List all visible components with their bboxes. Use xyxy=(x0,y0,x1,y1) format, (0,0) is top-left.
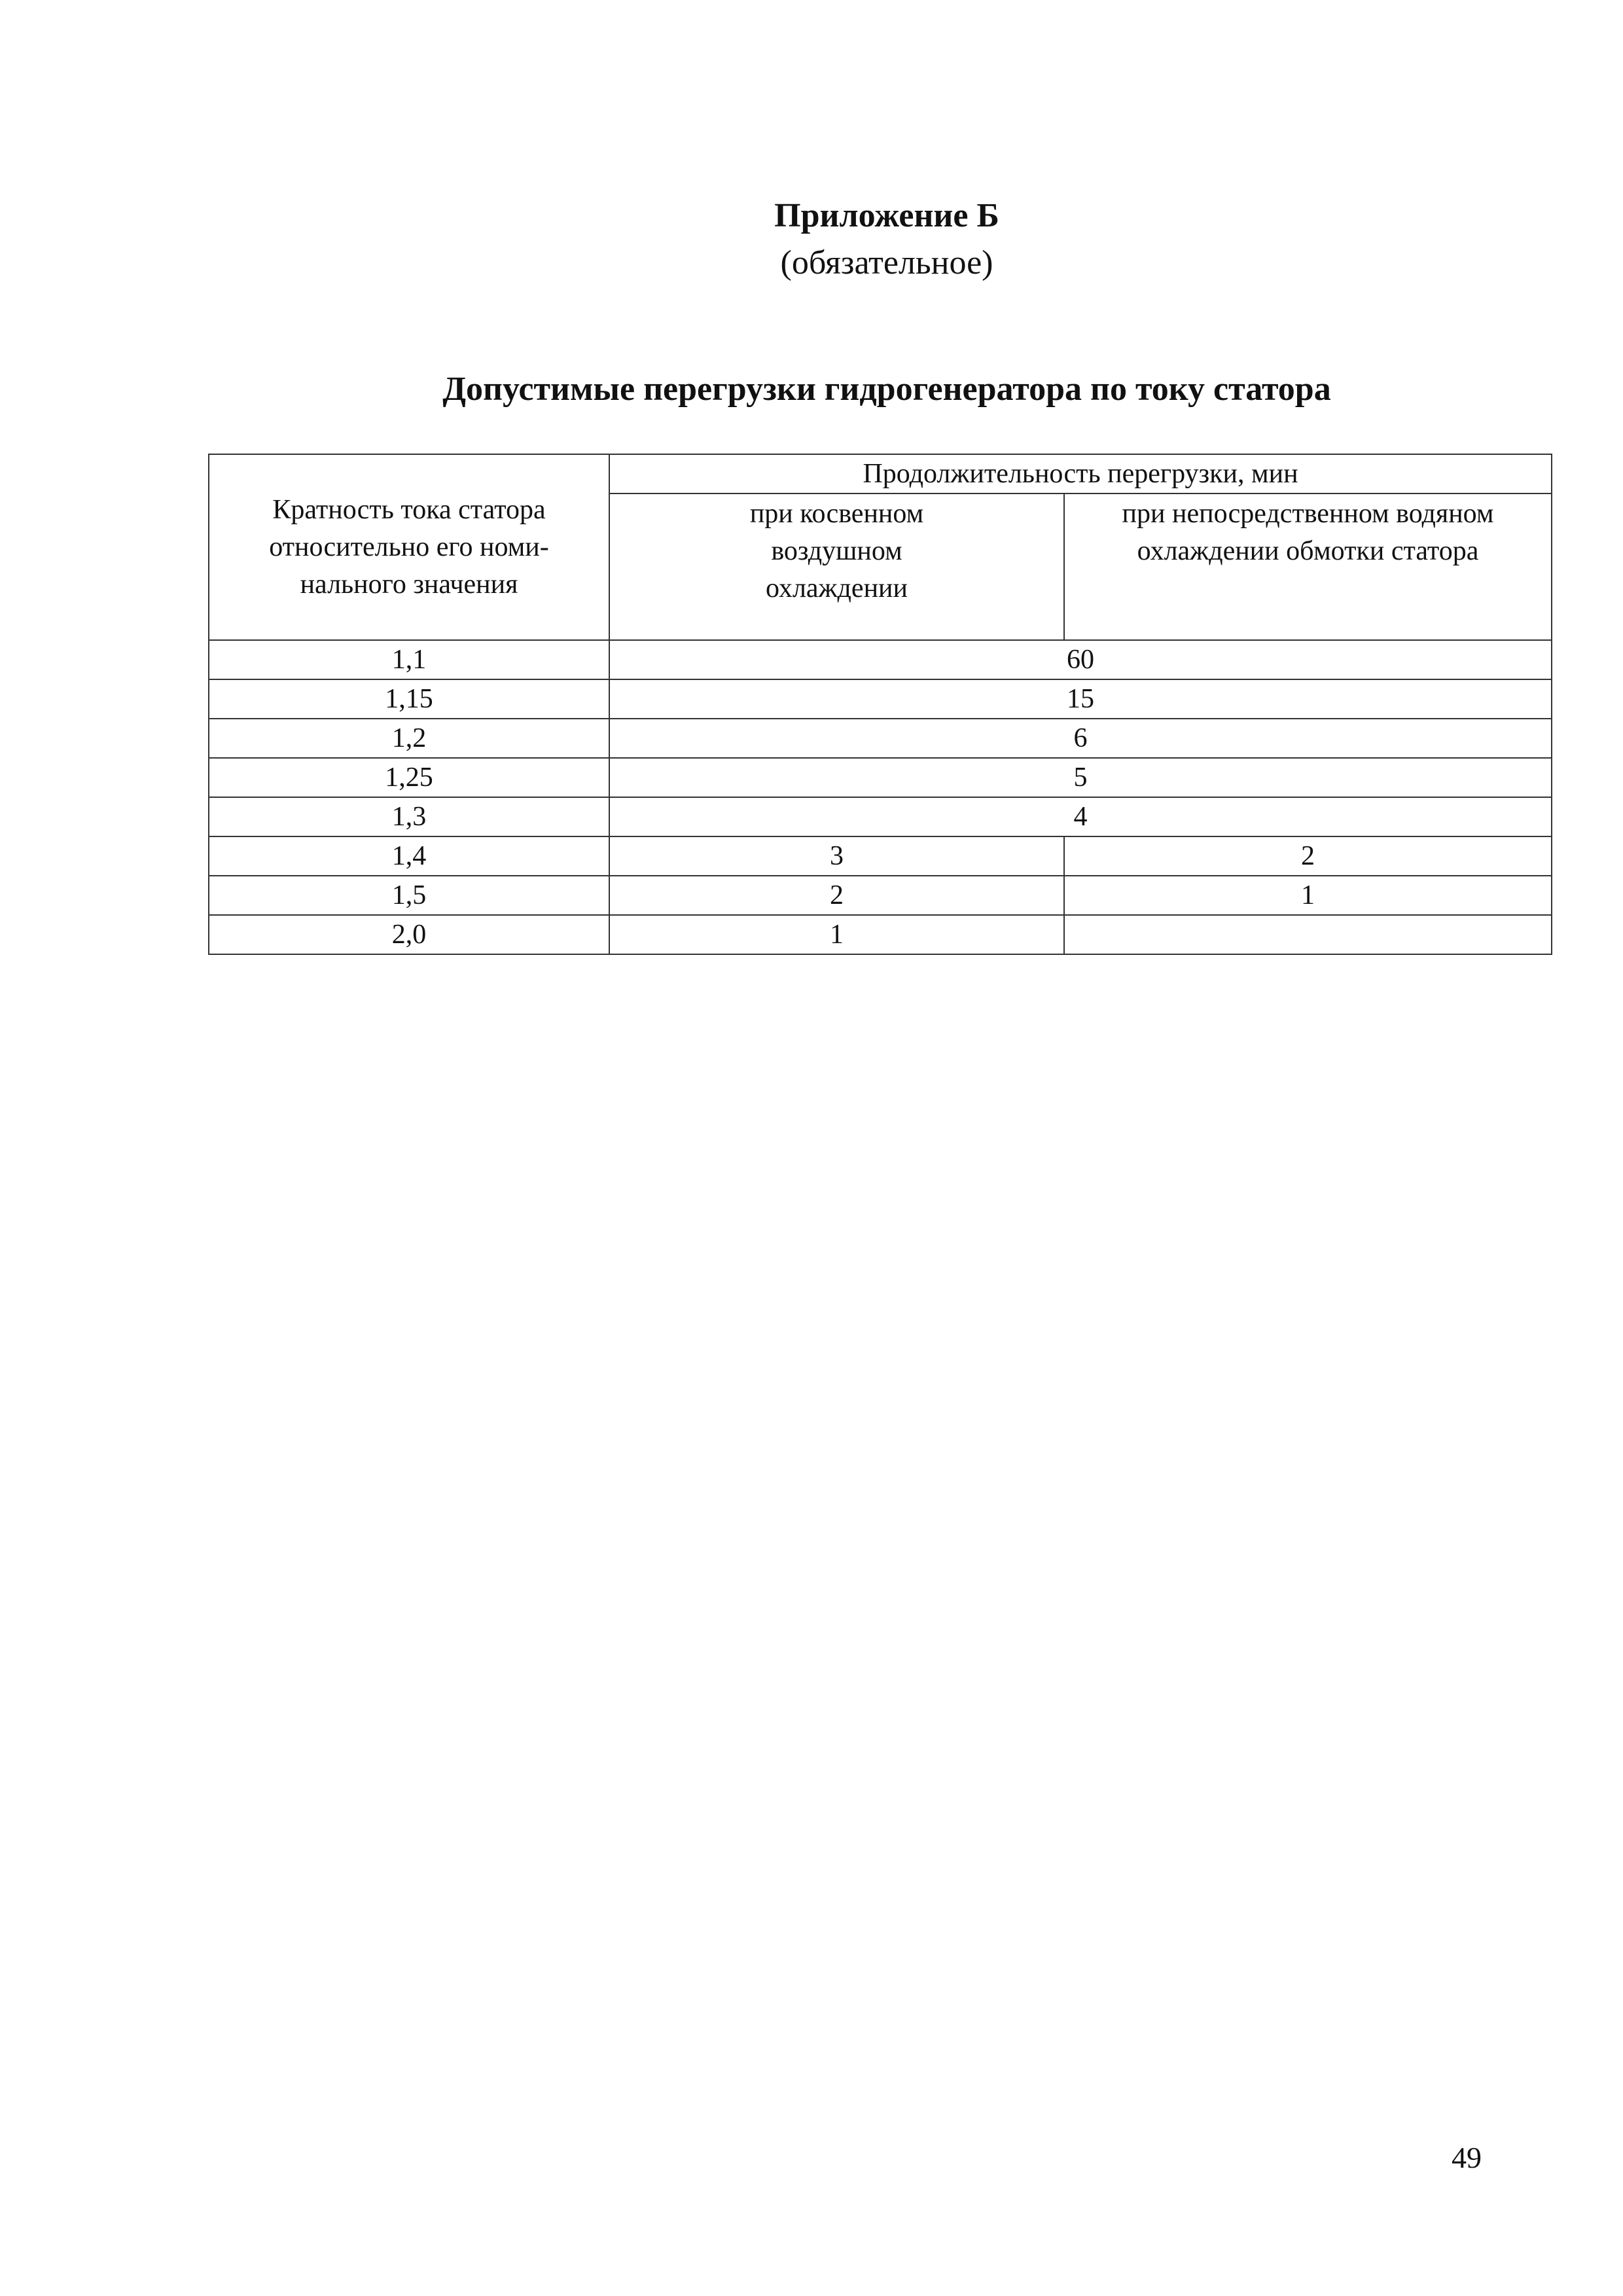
cell-indirect: 2 xyxy=(609,876,1064,915)
cell-ratio: 1,3 xyxy=(209,797,609,836)
cell-direct: 2 xyxy=(1064,836,1552,876)
header-current-ratio-line: нального значения xyxy=(300,569,518,600)
overload-table xyxy=(208,454,1552,955)
table-row xyxy=(209,758,1552,797)
table-row xyxy=(209,719,1552,758)
table-title: Допустимые перегрузки гидрогенератора по току статора xyxy=(442,370,1331,408)
table-row xyxy=(209,679,1552,719)
header-indirect-air-cooling xyxy=(609,493,1064,640)
table-row xyxy=(209,836,1552,876)
header-indirect-line: воздушном xyxy=(771,536,902,566)
header-direct-line: при непосредственном водяном xyxy=(1122,499,1494,529)
table-row xyxy=(209,876,1552,915)
cell-ratio: 1,15 xyxy=(209,679,609,719)
cell-direct: 1 xyxy=(1064,876,1552,915)
header-indirect-line: охлаждении xyxy=(765,573,908,603)
header-direct-line: охлаждении обмотки статора xyxy=(1137,536,1479,566)
cell-ratio: 1,5 xyxy=(209,876,609,915)
table-header-row xyxy=(209,454,1552,493)
cell-indirect: 3 xyxy=(609,836,1064,876)
cell-ratio: 1,2 xyxy=(209,719,609,758)
header-indirect-line: при косвенном xyxy=(749,499,924,529)
header-current-ratio xyxy=(209,454,609,640)
cell-duration-merged: 6 xyxy=(609,719,1552,758)
cell-direct xyxy=(1064,915,1552,954)
cell-duration-merged: 15 xyxy=(609,679,1552,719)
cell-ratio: 1,1 xyxy=(209,640,609,679)
table-row xyxy=(209,915,1552,954)
header-overload-duration: Продолжительность перегрузки, мин xyxy=(609,454,1552,493)
cell-indirect: 1 xyxy=(609,915,1064,954)
appendix-subtitle: (обязательное) xyxy=(780,244,993,281)
header-direct-water-cooling xyxy=(1064,493,1552,640)
cell-ratio: 2,0 xyxy=(209,915,609,954)
table-row xyxy=(209,797,1552,836)
cell-ratio: 1,25 xyxy=(209,758,609,797)
page-number: 49 xyxy=(1452,2141,1482,2174)
header-current-ratio-line: Кратность тока статора xyxy=(272,495,546,525)
cell-duration-merged: 4 xyxy=(609,797,1552,836)
cell-duration-merged: 60 xyxy=(609,640,1552,679)
header-current-ratio-line: относительно его номи- xyxy=(269,532,549,562)
cell-duration-merged: 5 xyxy=(609,758,1552,797)
table-row xyxy=(209,640,1552,679)
appendix-title: Приложение Б xyxy=(774,197,999,234)
cell-ratio: 1,4 xyxy=(209,836,609,876)
